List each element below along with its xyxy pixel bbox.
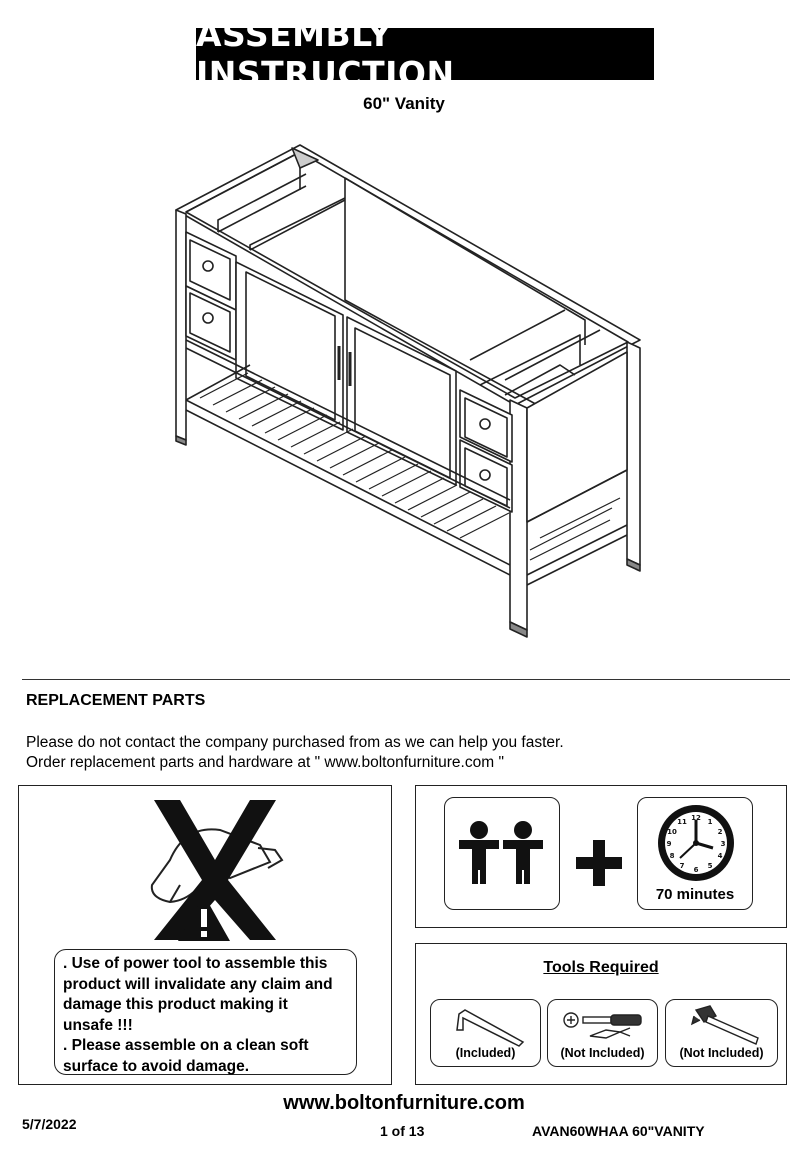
warning-line: . Please assemble on a clean soft bbox=[63, 1037, 309, 1054]
svg-text:10: 10 bbox=[667, 828, 677, 836]
footer-page-number: 1 of 13 bbox=[380, 1123, 425, 1139]
svg-text:2: 2 bbox=[717, 828, 723, 836]
vanity-illustration bbox=[165, 138, 645, 643]
warning-line: . Use of power tool to assemble this bbox=[63, 955, 328, 972]
section-divider bbox=[22, 679, 790, 680]
people-card bbox=[444, 797, 560, 910]
tool-card-screwdriver bbox=[547, 999, 658, 1067]
product-subtitle: 60" Vanity bbox=[363, 94, 445, 113]
tool-card-allen-key bbox=[430, 999, 541, 1067]
svg-text:11: 11 bbox=[677, 818, 687, 826]
tools-required-heading: Tools Required bbox=[543, 959, 659, 976]
assembly-warning-notice bbox=[54, 949, 357, 1075]
page-title: ASSEMBLY INSTRUCTION bbox=[196, 28, 654, 80]
hammer-icon bbox=[666, 1000, 779, 1050]
warning-line: surface to avoid damage. bbox=[63, 1057, 250, 1075]
svg-text:5: 5 bbox=[707, 862, 713, 870]
plus-icon bbox=[574, 838, 624, 888]
svg-text:12: 12 bbox=[691, 814, 701, 822]
assembly-time-label: 70 minutes bbox=[655, 886, 735, 903]
svg-text:9: 9 bbox=[666, 840, 672, 848]
warning-triangle-icon bbox=[176, 893, 232, 943]
svg-text:1: 1 bbox=[707, 818, 713, 826]
footer-website: www.boltonfurniture.com bbox=[283, 1092, 525, 1114]
warning-line: product will invalidate any claim and bbox=[63, 975, 333, 993]
warning-line: unsafe !!! bbox=[63, 1016, 133, 1034]
clock-icon bbox=[638, 798, 754, 882]
footer-date: 5/7/2022 bbox=[22, 1116, 77, 1132]
warning-line: damage this product making it bbox=[63, 996, 288, 1013]
allen-key-icon bbox=[431, 1000, 542, 1050]
time-card bbox=[637, 797, 753, 910]
tool-label: (Not Included) bbox=[560, 1046, 645, 1060]
svg-text:8: 8 bbox=[669, 852, 675, 860]
tool-label: (Not Included) bbox=[679, 1046, 764, 1060]
screwdriver-icon bbox=[548, 1000, 659, 1050]
two-persons-icon bbox=[445, 798, 561, 911]
tool-label: (Included) bbox=[455, 1046, 516, 1060]
replacement-parts-heading: REPLACEMENT PARTS bbox=[26, 692, 206, 709]
svg-text:4: 4 bbox=[717, 852, 723, 860]
svg-text:3: 3 bbox=[720, 840, 726, 848]
svg-text:6: 6 bbox=[693, 866, 699, 874]
svg-text:7: 7 bbox=[679, 862, 685, 870]
tool-card-hammer bbox=[665, 999, 778, 1067]
footer-model-number: AVAN60WHAA 60"VANITY bbox=[532, 1123, 705, 1139]
replacement-parts-line-2: Order replacement parts and hardware at " www.boltonfurniture.com " bbox=[26, 754, 504, 771]
replacement-parts-line-1: Please do not contact the company purchased from as we can help you faster. bbox=[26, 734, 564, 751]
